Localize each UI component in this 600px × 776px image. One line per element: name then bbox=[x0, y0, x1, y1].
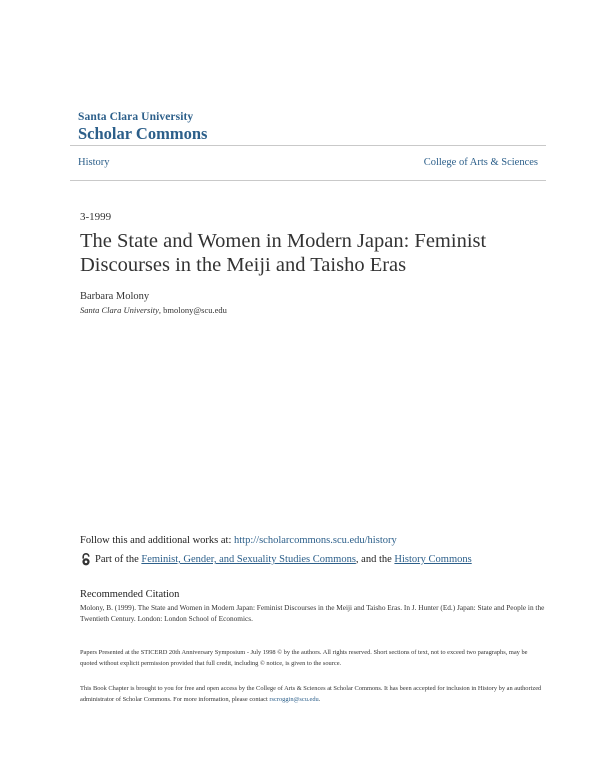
open-access-icon bbox=[80, 553, 92, 566]
article-title: The State and Women in Modern Japan: Feminist Discourses in the Meiji and Taisho Eras bbox=[80, 230, 487, 276]
author-email: , bmolony@scu.edu bbox=[158, 305, 227, 315]
affiliation-name: Santa Clara University bbox=[80, 305, 159, 315]
access-text: This Book Chapter is brought to you for free and open access by the College of Arts & Sciences at Scholar Commons. It has been accepted for inclusion in History by an authorized administrator of Scholar Commons. For more information, please contact bbox=[80, 685, 542, 703]
feminist-commons-link[interactable]: Feminist, Gender, and Sexuality Studies Commons bbox=[141, 554, 356, 565]
follow-line bbox=[80, 535, 397, 546]
institution-name: Santa Clara University bbox=[78, 111, 194, 123]
follow-prefix: Follow this and additional works at: bbox=[80, 535, 234, 546]
citation-text: Molony, B. (1999). The State and Women in Modern Japan: Feminist Discourses in the Meiji and Taisho Eras. In J. Hunter (Ed.) Japan: State and People in the Twentieth Century. London: London School of Economics. bbox=[80, 603, 545, 623]
author-affiliation bbox=[80, 305, 227, 315]
citation-heading: Recommended Citation bbox=[80, 589, 180, 600]
contact-email-link[interactable]: rscroggin@scu.edu bbox=[269, 695, 319, 703]
access-end: . bbox=[318, 695, 321, 703]
part-of-line bbox=[80, 553, 472, 566]
author-name: Barbara Molony bbox=[80, 291, 150, 302]
part-prefix: Part of the bbox=[95, 554, 139, 565]
access-note bbox=[80, 684, 545, 705]
divider-top bbox=[70, 145, 546, 146]
nav-college-link[interactable]: College of Arts & Sciences bbox=[423, 157, 538, 168]
part-middle: , and the bbox=[355, 554, 392, 565]
history-commons-link[interactable]: History Commons bbox=[394, 554, 472, 565]
follow-link[interactable]: http://scholarcommons.scu.edu/history bbox=[234, 535, 397, 546]
repository-name: Scholar Commons bbox=[78, 124, 208, 143]
publication-date: 3-1999 bbox=[80, 211, 112, 223]
repository-brand[interactable] bbox=[78, 111, 207, 144]
nav-history-link[interactable]: History bbox=[78, 157, 110, 168]
copyright-note: Papers Presented at the STICERD 20th Anniversary Symposium - July 1998 © by the authors. All rights reserved. Short sections of text, not to exceed two paragraphs, may be quoted without explicit permission provided that full credit, including © notice, is given to the source. bbox=[80, 649, 528, 667]
divider-bottom bbox=[70, 180, 546, 181]
